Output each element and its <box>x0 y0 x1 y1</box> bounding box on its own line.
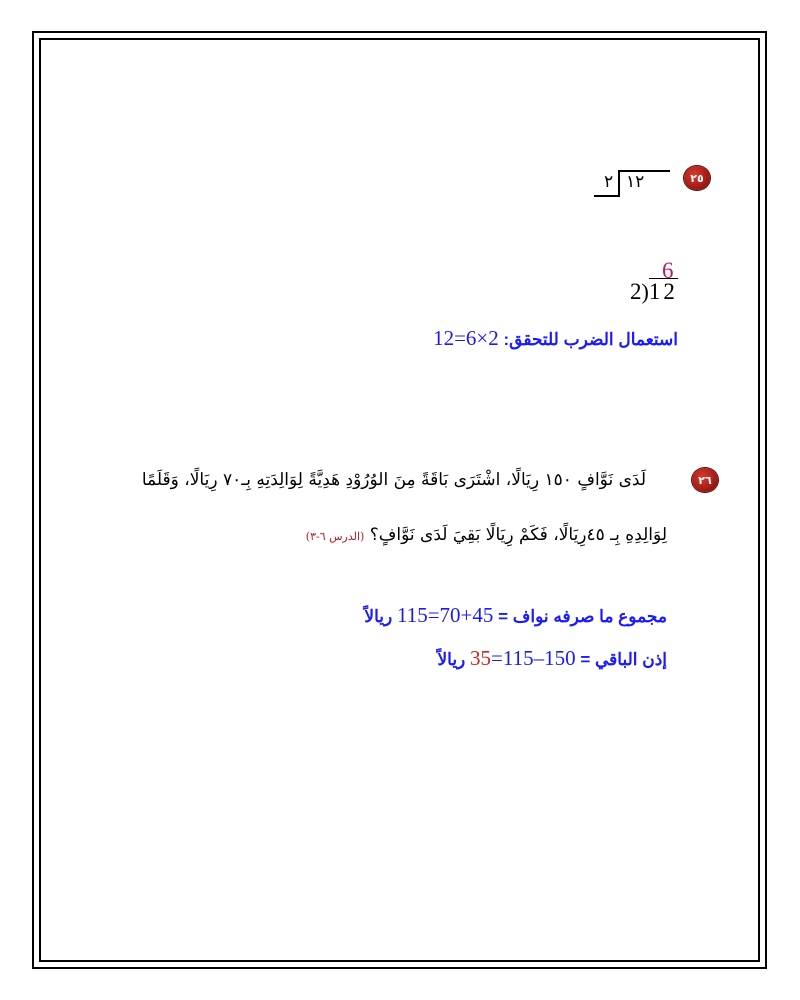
sum-unit: ريالاً <box>364 607 393 626</box>
page-border-inner <box>39 38 760 962</box>
long-division-bracket: ) <box>641 279 649 304</box>
sum-line <box>364 603 667 628</box>
question-text: لِوَالِدِهِ بِـ ٤٥رِيَالًا، فَكَمْ رِيَالًا بَقِيَ لَدَى نَوَّافٍ؟ <box>369 525 667 545</box>
question-line-2 <box>306 525 667 545</box>
long-division-quotient: 6 <box>662 258 674 283</box>
remainder-answer: 35 <box>470 646 492 670</box>
question-line-1: لَدَى نَوَّافٍ ١٥٠ رِيَالًا، اشْتَرَى بَاقَةً مِنَ الوُرُوْدِ هَدِيَّةً لِوَالِدَتِهِ بِـ٧٠ رِيَالًا، وَقَلَمًا <box>141 470 646 490</box>
lesson-reference: (الدرس ٦-٣) <box>305 530 365 543</box>
division-bar-side <box>618 170 620 196</box>
division-bar-bottom <box>594 195 620 197</box>
check-label: استعمال الضرب للتحقق: <box>503 330 678 349</box>
divisor: ٢ <box>604 172 614 192</box>
long-division <box>630 279 678 305</box>
sum-label: مجموع ما صرفه نواف = <box>498 607 667 626</box>
exercise-number-badge <box>684 166 710 190</box>
exercise-number-badge <box>692 468 718 492</box>
remainder-unit: ريالاً <box>437 650 466 669</box>
remainder-label: إذن الباقي = <box>580 650 667 669</box>
long-division-divisor: 2 <box>630 279 642 304</box>
multiplication-check <box>433 326 678 351</box>
remainder-line <box>437 646 667 671</box>
check-expression: 12=6×2 <box>433 326 499 350</box>
exercise-number: ٢٥ <box>690 171 704 185</box>
long-division-dividend: 12 <box>648 279 678 304</box>
division-bar-top <box>618 170 670 172</box>
dividend: ١٢ <box>626 172 645 192</box>
sum-expression: 115=70+45 <box>396 603 494 627</box>
remainder-calc: =115–150 <box>491 646 576 670</box>
exercise-number: ٢٦ <box>698 473 712 487</box>
remainder-expression <box>470 646 576 670</box>
